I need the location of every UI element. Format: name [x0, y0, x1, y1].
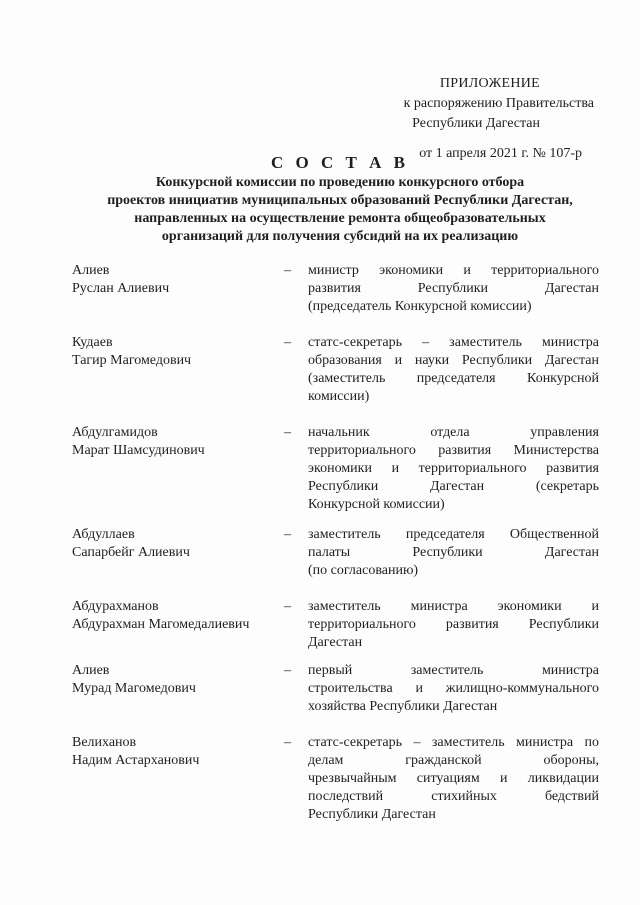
member-name	[72, 598, 284, 652]
position-line: Дагестан	[308, 635, 363, 650]
appendix-region: Республики Дагестан	[412, 116, 540, 131]
position-line: последствий стихийных бедствий	[308, 789, 599, 804]
position-line: Республики Дагестан	[308, 807, 436, 822]
member-position	[308, 334, 599, 406]
member-name	[72, 334, 284, 406]
document-subtitle-line-4: организаций для получения субсидий на их реализацию	[161, 229, 519, 244]
position-line: экономики и территориального развития	[308, 461, 599, 476]
appendix-title: ПРИЛОЖЕНИЕ	[439, 76, 540, 91]
member-row	[72, 526, 600, 580]
member-given-name: Руслан Алиевич	[72, 281, 170, 296]
position-line: Республики Дагестан (секретарь	[308, 479, 599, 494]
member-name	[72, 262, 284, 316]
position-line: комиссии)	[308, 389, 370, 404]
position-line: Конкурсной комиссии)	[308, 497, 445, 512]
position-line: статс-секретарь – заместитель министра по	[308, 735, 599, 750]
member-surname: Алиев	[72, 663, 110, 678]
member-surname: Абдуллаев	[72, 527, 135, 542]
position-line: начальник отдела управления	[308, 425, 599, 440]
member-given-name: Тагир Магомедович	[72, 353, 192, 368]
member-row	[72, 334, 600, 406]
member-given-name: Марат Шамсудинович	[72, 443, 205, 458]
member-dash: –	[284, 263, 291, 278]
member-name	[72, 424, 284, 514]
document-heading	[60, 152, 620, 246]
position-line: строительства и жилищно-коммунального	[308, 681, 599, 696]
position-line: территориального развития Министерства	[308, 443, 599, 458]
member-row	[72, 662, 600, 716]
position-line: (по согласованию)	[308, 563, 419, 578]
member-given-name: Сапарбейг Алиевич	[72, 545, 190, 560]
document-subtitle-line-3: направленных на осуществление ремонта общеобразовательных	[134, 211, 546, 226]
member-position	[308, 424, 599, 514]
document-title: С О С Т А В	[271, 153, 409, 172]
position-line: делам гражданской обороны,	[308, 753, 599, 768]
member-surname: Абдурахманов	[72, 599, 159, 614]
document-subtitle-line-2: проектов инициатив муниципальных образований Республики Дагестан,	[107, 193, 573, 208]
member-row	[72, 734, 600, 824]
position-line: первый заместитель министра	[308, 663, 599, 678]
member-position	[308, 526, 599, 580]
position-line: территориального развития Республики	[308, 617, 599, 632]
member-dash: –	[284, 599, 291, 614]
member-dash: –	[284, 335, 291, 350]
position-line: (заместитель председателя Конкурсной	[308, 371, 599, 386]
position-line: министр экономики и территориального	[308, 263, 599, 278]
member-row	[72, 262, 600, 316]
position-line: заместитель председателя Общественной	[308, 527, 599, 542]
document-subtitle-line-1: Конкурсной комиссии по проведению конкурсного отбора	[155, 175, 525, 190]
member-name	[72, 526, 284, 580]
member-dash: –	[284, 663, 291, 678]
member-dash: –	[284, 527, 291, 542]
member-given-name: Надим Астарханович	[72, 753, 200, 768]
position-line: развития Республики Дагестан	[308, 281, 599, 296]
position-line: образования и науки Республики Дагестан	[308, 353, 599, 368]
position-line: палаты Республики Дагестан	[308, 545, 599, 560]
position-line: статс-секретарь – заместитель министра	[308, 335, 599, 350]
member-surname: Алиев	[72, 263, 110, 278]
appendix-date-number: от 1 апреля 2021 г. № 107-р	[419, 146, 582, 161]
member-position	[308, 734, 599, 824]
position-line: хозяйства Республики Дагестан	[308, 699, 498, 714]
member-row	[72, 424, 600, 514]
member-position	[308, 662, 599, 716]
member-position	[308, 598, 599, 652]
member-position	[308, 262, 599, 316]
position-line: (председатель Конкурсной комиссии)	[308, 299, 532, 314]
member-given-name: Абдурахман Магомедалиевич	[72, 617, 250, 632]
member-surname: Кудаев	[72, 335, 113, 350]
appendix-block	[364, 74, 594, 164]
position-line: чрезвычайным ситуациям и ликвидации	[308, 771, 599, 786]
member-name	[72, 734, 284, 824]
member-given-name: Мурад Магомедович	[72, 681, 196, 696]
member-dash: –	[284, 425, 291, 440]
member-surname: Велиханов	[72, 735, 137, 750]
member-surname: Абдулгамидов	[72, 425, 158, 440]
member-row	[72, 598, 600, 652]
appendix-reference: к распоряжению Правительства	[403, 96, 594, 111]
member-dash: –	[284, 735, 291, 750]
member-name	[72, 662, 284, 716]
position-line: заместитель министра экономики и	[308, 599, 599, 614]
